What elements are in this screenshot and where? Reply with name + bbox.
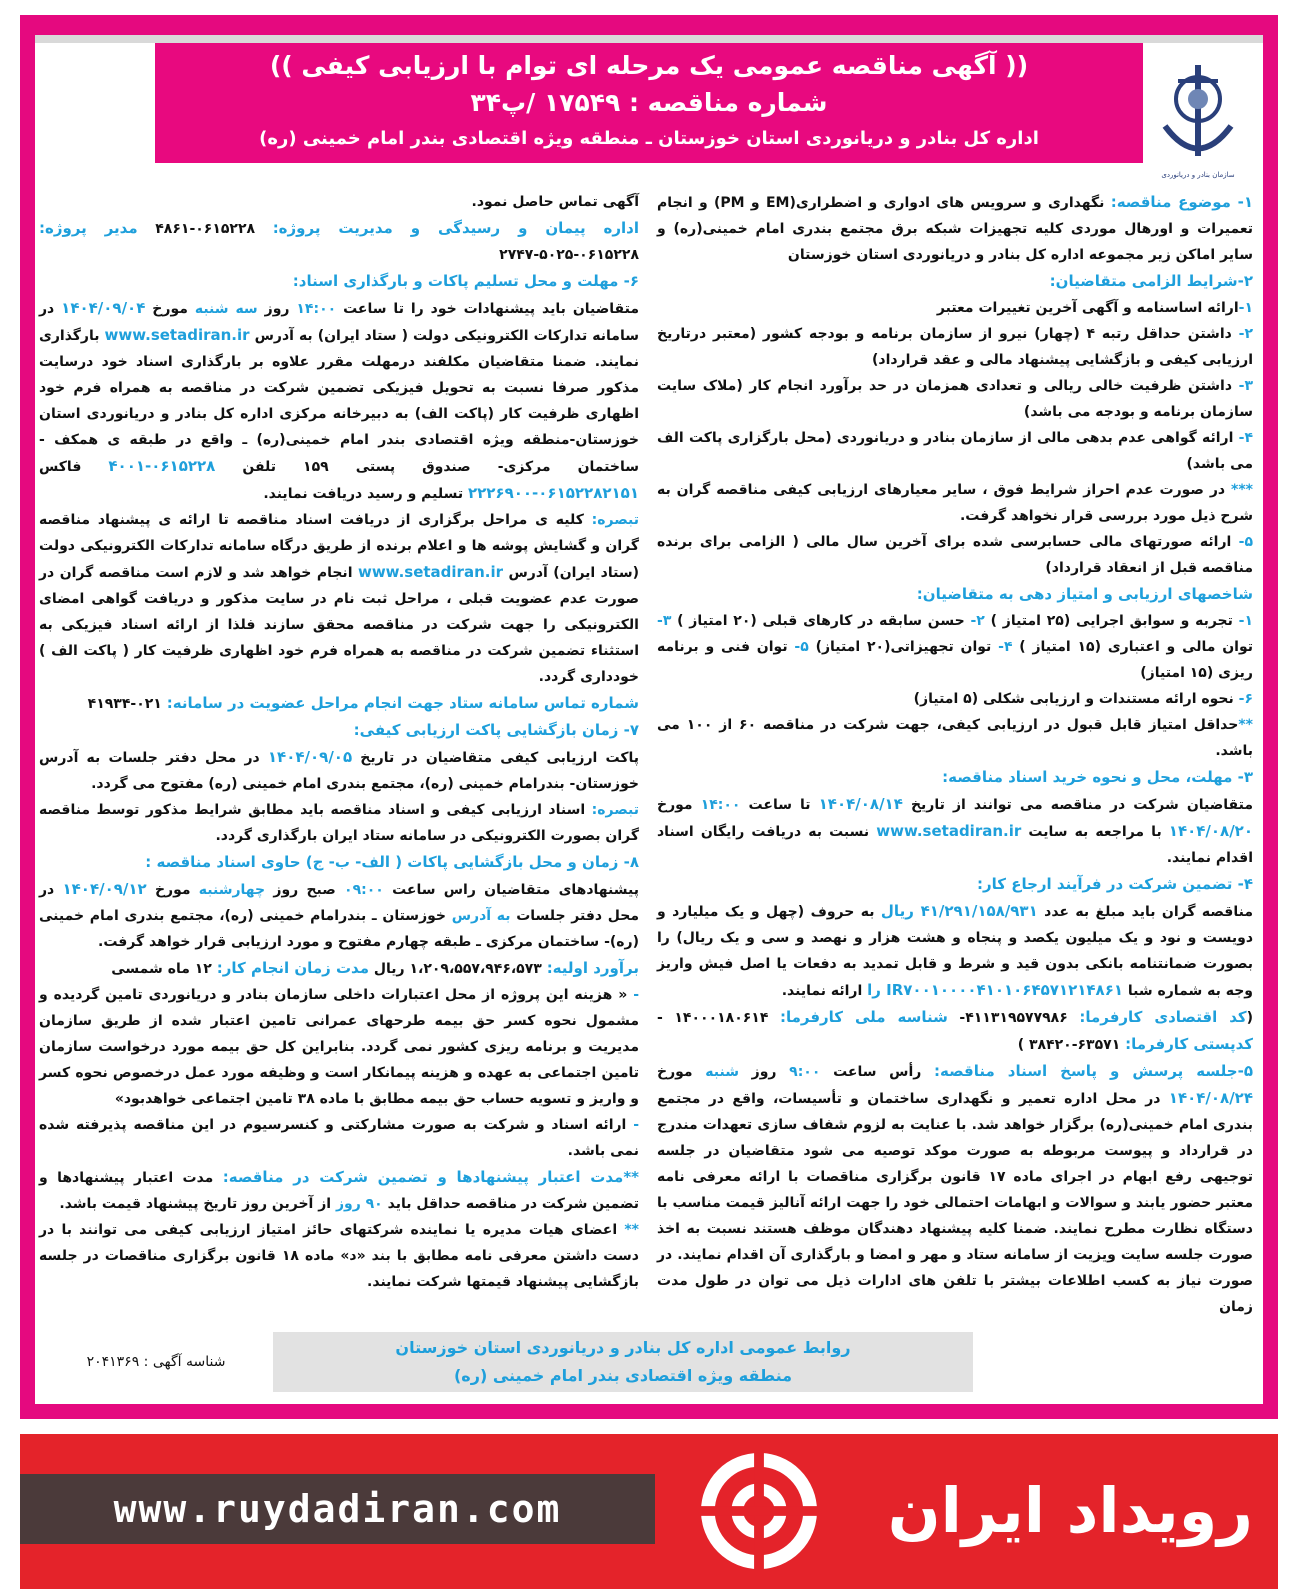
ruydad-iran-logo-icon: [700, 1452, 818, 1570]
body-text: فاکس: [39, 459, 109, 475]
paragraph: [39, 295, 639, 507]
paragraph: [39, 744, 639, 797]
logo-block: [1143, 43, 1253, 179]
highlighted-text: سه شنبه: [194, 301, 258, 317]
highlighted-text: -: [633, 987, 639, 1003]
highlighted-text: ۸- زمان و محل بازگشایی پاکات ( الف- ب- ج) حاوی اسناد مناقصه :: [145, 853, 639, 871]
highlighted-text: شماره تماس سامانه ستاد جهت انجام مراحل عضویت در سامانه:: [166, 694, 639, 712]
highlighted-text: ۱۴۰۴/۰۹/۰۴: [61, 299, 146, 317]
body-text: صبح روز: [265, 882, 345, 898]
body-text: در محل دفتر جلسات: [39, 882, 640, 924]
paragraph: [657, 477, 1253, 529]
highlighted-text: ۴- تضمین شرکت در فرآیند ارجاع کار:: [977, 875, 1253, 893]
body-text: تسلیم و رسید دریافت نمایند.: [263, 486, 468, 502]
body-text: مورخ: [146, 882, 199, 898]
highlighted-text: چهارشنبه: [198, 882, 266, 898]
paragraph: [657, 1058, 1253, 1320]
paragraph: [39, 955, 639, 982]
highlighted-text: ۲-شرایط الزامی متقاضیان:: [1049, 272, 1253, 290]
notice-footer: [39, 1332, 1253, 1392]
body-text: اعضای هیات مدیره یا نماینده شرکتهای حائز امتیاز ارزیابی کیفی می توانند با در دست داشتن معرفی نامه مطابق با بند «د» ماده ۱۸ قانون برگزاری مناقصات در جلسه بازگشایی پیشنهاد قیمتها شرکت نمایند.: [39, 1222, 639, 1290]
body-text: ارائه نمایند.: [781, 983, 868, 999]
highlighted-text: کدپستی کارفرما:: [1125, 1035, 1253, 1053]
highlighted-text: ۱۴۰۴/۰۸/۲۴: [1168, 1089, 1253, 1107]
body-text: پیشنهادهای متقاضیان راس ساعت: [383, 882, 639, 898]
highlighted-text: اداره پیمان و رسیدگی و مدیریت پروژه:: [272, 219, 640, 237]
paragraph: [39, 215, 639, 268]
body-text: روز: [738, 1064, 790, 1080]
highlighted-text: ۱-: [1238, 613, 1254, 629]
body-text: اسناد ارزیابی کیفی و اسناد مناقصه باید مطابق شرایط مذکور توسط مناقصه گران بصورت الکترونیکی در سامانه ستاد ایران بارگذاری گردد.: [39, 802, 639, 844]
highlighted-text: ۱۴:۰۰: [700, 797, 741, 813]
paragraph: [39, 1112, 639, 1164]
paragraph: [39, 1164, 639, 1217]
right-column: [657, 189, 1253, 1320]
paragraph: [39, 690, 639, 717]
highlighted-text: شنبه: [705, 1064, 739, 1080]
highlighted-text: شناسه ملی کارفرما:: [779, 1008, 948, 1026]
highlighted-text[interactable]: www.setadiran.ir: [357, 563, 503, 581]
body-text: ارائه اساسنامه و آگهی آخرین تغییرات معتبر: [936, 300, 1239, 316]
body-text: مورخ: [657, 1064, 706, 1080]
paragraph: [39, 1217, 639, 1295]
paragraph: [657, 608, 1253, 686]
left-column: [39, 189, 639, 1320]
highlighted-text: ۱۴۰۴/۰۸/۲۰: [1168, 822, 1253, 840]
body-text: خوزستان ـ بندرامام خمینی (ره)، مجتمع بندری امام خمینی (ره)- ساختمان مرکزی ـ طبقه چهارم مفتوح و مورد ارزیابی قرار خواهد گرفت.: [39, 908, 639, 950]
highlighted-text: ۳- مهلت، محل و نحوه خرید اسناد مناقصه:: [942, 768, 1253, 786]
highlighted-text: ۱۴:۰۰: [296, 301, 337, 317]
paragraph: [657, 791, 1253, 871]
highlighted-text: مدت زمان انجام کار:: [216, 959, 369, 977]
body-text: رأس ساعت: [820, 1064, 935, 1080]
body-text: ارائه اسناد و شرکت به صورت مشارکتی و کنسرسیوم در این مناقصه پذیرفته شده نمی باشد.: [39, 1117, 639, 1159]
body-text: توان تجهیزاتی(۲۰ امتیاز): [808, 639, 999, 655]
paragraph: [39, 797, 639, 849]
notice-frame: [20, 15, 1278, 1419]
highlighted-text: ۴-: [998, 639, 1013, 655]
highlighted-text: کد اقتصادی کارفرما:: [1079, 1008, 1247, 1026]
body-text: توان مالی و اعتباری (۱۵ امتیاز ): [1012, 639, 1254, 655]
body-text: نحوه ارائه مستندات و ارزیابی شکلی (۵ امتیاز): [913, 691, 1239, 707]
ports-organization-anchor-logo: [1153, 61, 1243, 171]
paragraph: [657, 321, 1253, 373]
body-text: تا ساعت: [740, 797, 819, 813]
highlighted-text: ۵-: [794, 639, 809, 655]
highlighted-text: مدیر پروژه:: [39, 219, 138, 237]
highlighted-text: **: [1238, 717, 1253, 733]
body-text: مورخ: [657, 797, 701, 813]
public-relations-signature: [273, 1332, 973, 1392]
body-text: مورخ: [145, 301, 195, 317]
paragraph: [657, 189, 1253, 268]
brand-name: رویداد ایران: [887, 1474, 1253, 1547]
paragraph: [657, 871, 1253, 898]
body-text: داشتن حداقل رتبه ۴ (چهار) نیرو از سازمان برنامه و بودجه کشور (معتبر درتاریخ ارزیابی کیفی و بازگشایی پیشنهاد مالی و عقد قرارداد): [657, 326, 1253, 368]
highlighted-text: به آدرس: [451, 908, 511, 924]
highlighted-text: ۲-: [1238, 326, 1253, 342]
body-text: ۶۳۵۷۱-۳۸۴۲۰ ): [1017, 1037, 1126, 1053]
body-text: مناقصه گران باید مبلغ به عدد: [1037, 904, 1253, 920]
body-text: در صورت عدم احراز شرایط فوق ، سایر معیارهای ارزیابی کیفی مناقصه گران به شرح ذیل مورد بررسی قرار نخواهد گرفت.: [657, 482, 1253, 524]
highlighted-text: ۴۱/۲۹۱/۱۵۸/۹۳۱ ریال: [880, 902, 1038, 920]
body-text: از آخرین روز تاریخ پیشنهاد قیمت باشد.: [59, 1196, 336, 1212]
highlighted-text: ۹۰ روز: [335, 1196, 383, 1212]
body-text: بارگذاری نمایند. ضمنا متقاضیان مکلفند درمهلت مقرر علاوه بر بارگذاری اسناد خود درسایت مذکور صرفا نسبت به تحویل فیزیکی تضمین شرکت در مناقصه به همراه فرم خود اظهاری ظرفیت کار (پاکت الف) به دبیرخانه مرکزی اداره کل بنادر و دریانوردی استان خوزستان-منطقه ویژه اقتصادی بندر امام خمینی(ره) ـ واقع در طبقه ی همکف - ساختمان مرکزی- صندوق پستی ۱۵۹ تلفن: [39, 328, 640, 475]
paragraph: [657, 425, 1253, 477]
body-text: ۰۶۱۵۲۲۸-۵۰۲۵-۲۷۴۷: [499, 247, 639, 263]
highlighted-text: **: [624, 1222, 639, 1238]
body-text: توان فنی و برنامه ریزی (۱۵ امتیاز): [657, 639, 1253, 681]
highlighted-text: ۶-: [1238, 691, 1253, 707]
body-text: با مراجعه به سایت: [1021, 824, 1169, 840]
logo-caption: سازمان بنادر و دریانوردی: [1161, 171, 1235, 179]
body-text: ارائه صورتهای مالی حسابرسی شده برای آخرین سال مالی ( الزامی برای برنده مناقصه قبل از انعقاد قرارداد): [657, 534, 1253, 576]
paragraph: [39, 982, 639, 1112]
highlighted-text: ۶- مهلت و محل تسلیم پاکات و بارگذاری اسناد:: [292, 272, 639, 290]
highlighted-text: ***: [1231, 482, 1253, 498]
highlighted-text: ۵-جلسه پرسش و پاسخ اسناد مناقصه:: [934, 1062, 1253, 1080]
highlighted-text: ۱- موضوع مناقصه:: [1110, 193, 1254, 211]
paragraph: [657, 712, 1253, 764]
organization-name: اداره کل بنادر و دریانوردی استان خوزستان ـ منطقه ویژه اقتصادی بندر امام خمینی (ره): [259, 128, 1039, 149]
body-text: تجربه و سوابق اجرایی (۲۵ امتیاز ): [984, 613, 1239, 629]
paragraph: [657, 529, 1253, 581]
pr-line-1: روابط عمومی اداره کل بنادر و دریانوردی استان خوزستان: [395, 1338, 851, 1357]
body-text: متقاضیان شرکت در مناقصه می توانند از تاریخ: [902, 797, 1254, 813]
body-text: ۰۶۱۵۲۲۸-۴۸۶۱: [137, 221, 273, 237]
highlighted-text[interactable]: www.setadiran.ir: [876, 822, 1022, 840]
body-text: ۴۱۱۳۱۹۵۷۷۹۸۶-: [947, 1010, 1080, 1026]
highlighted-text: تبصره:: [591, 802, 639, 818]
body-text: مدت اعتبار پیشنهادها و تضمین شرکت در مناقصه حداقل باید: [39, 1170, 639, 1212]
notice-header: [155, 43, 1143, 163]
highlighted-text: شاخصهای ارزیابی و امتیاز دهی به متقاضیان:: [916, 585, 1253, 603]
body-text: نسبت به دریافت رایگان اسناد اقدام نمایند.: [657, 824, 1253, 866]
body-text: ۱۲ ماه شمسی: [111, 961, 217, 977]
body-text: به حروف (چهل و یک میلیارد و دویست و نود و یک میلیون یکصد و پنجاه و هشت هزار و نهصد و سی و یک ریال) را بصورت ضمانتنامه بانکی بدون قید و شرط و قابل تمدید به دفعات یا اصل فیش واریز وجه به شماره شبا: [657, 904, 1253, 999]
body-text: انجام خواهد شد و لازم است مناقصه گران در صورت عدم عضویت قبلی ، مراحل ثبت نام در سایت مذکور و دریافت گواهی امضای الکترونیکی را جهت شرکت در مناقصه محقق سازند فلذا از ارائه اسناد فیزیکی به استثناء تضمین شرکت در مناقصه به همراه فرم خود اظهاری ظرفیت کار ( پاکت الف ) خودداری گردد.: [39, 565, 639, 685]
highlighted-text: IR۷۰۰۱۰۰۰۰۴۱۰۱۰۶۴۵۷۱۲۱۴۸۶۱ را: [867, 981, 1123, 999]
columns: [39, 189, 1253, 1320]
notice-body: [35, 35, 1263, 1404]
paragraph: [657, 268, 1253, 295]
highlighted-text: ۷- زمان بازگشایی پاکت ارزیابی کیفی:: [353, 721, 639, 739]
highlighted-text: ۹:۰۰: [789, 1064, 821, 1080]
body-text: روز: [257, 301, 297, 317]
highlighted-text: ۱۴۰۴/۰۸/۱۴: [818, 795, 903, 813]
body-text: در محل اداره تعمیر و نگهداری ساختمان و تأسیسات، واقع در مجتمع بندری امام خمینی(ره) برگزار خواهد شد. با عنایت به لزوم شفاف سازی تعهدات مندرج در قرارداد و پیوست مربوطه به صورت موکد توصیه می شود متقاضیان در جلسه توجیهی رفع ابهام در اجرای ماده ۱۷ قانون برگزاری مناقصات با ارائه معرفی نامه معتبر حضور یابند و سوالات و ابهامات احتمالی خود را جهت ارائه آنالیز قیمت مناسب با دستگاه نظارت مطرح نمایند. ضمنا کلیه پیشنهاد دهندگان موظف هستند نسبت به اخذ صورت جلسه سایت ویزیت از سامانه ستاد و مهر و امضا و بارگذاری آن اقدام نمایند. در صورت نیاز به کسب اطلاعات بیشتر با تلفن های ادارات ذیل می توان در طول مدت زمان: [657, 1091, 1253, 1315]
body-text: « هزینه این پروژه از محل اعتبارات داخلی سازمان بنادر و دریانوردی تامین گردیده و مشمول نحوه کسر حق بیمه طرحهای عمرانی تامین اعتبار شده از طریق سازمان مدیریت و برنامه ریزی کشور نمی گردد. بنابراین کل حق بیمه مورد درخواست سازمان تامین اجتماعی به عهده و هزینه پیمانکار است و وظیفه مورد عمل درخصوص نحوه کسر و واریز و تسویه حساب حق بیمه مطابق با ماده ۳۸ تامین اجتماعی خواهدبود»: [39, 987, 639, 1107]
paragraph: [657, 1004, 1253, 1058]
body-text: در سامانه تدارکات الکترونیکی دولت ( ستاد ایران) به آدرس: [39, 301, 639, 344]
body-text: پاکت ارزیابی کیفی متقاضیان در تاریخ: [352, 750, 639, 766]
highlighted-text: ۱۴۰۴/۰۹/۱۲: [62, 880, 147, 898]
highlighted-text: ۲-: [970, 613, 985, 629]
highlighted-text: ۰۹:۰۰: [344, 882, 384, 898]
website-url[interactable]: www.ruydadiran.com: [20, 1474, 655, 1544]
body-text: ۱،۲۰۹،۵۵۷،۹۴۶،۵۷۳ ریال: [368, 961, 547, 977]
pr-line-2: منطقه ویژه اقتصادی بندر امام خمینی (ره): [453, 1366, 793, 1385]
body-text: (: [1246, 1010, 1253, 1026]
paragraph: [39, 717, 639, 744]
paragraph: [39, 849, 639, 876]
ad-id: شناسه آگهی : ۲۰۴۱۳۶۹: [86, 1354, 226, 1370]
paragraph: [39, 189, 639, 215]
body-text: ۱۴۰۰۰۱۸۰۶۱۴ -: [657, 1010, 780, 1026]
highlighted-text: ۳-: [657, 613, 672, 629]
paragraph: [657, 898, 1253, 1004]
paragraph: [657, 295, 1253, 321]
paragraph: [657, 373, 1253, 425]
body-text: کلیه ی مراحل برگزاری از دریافت اسناد مناقصه تا ارائه ی پیشنهاد مناقصه گران و گشایش پوشه ها و اعلام برنده از طریق درگاه سامانه تدارکات الکترونیکی دولت (ستاد ایران) آدرس: [39, 512, 639, 581]
body-text: حداقل امتیاز قابل قبول در ارزیابی کیفی، جهت شرکت در مناقصه ۶۰ از ۱۰۰ می باشد.: [657, 717, 1253, 759]
highlighted-text: ۱-: [1238, 300, 1253, 316]
body-text: ۰۲۱-۴۱۹۳۴: [87, 696, 167, 712]
highlighted-text: برآورد اولیه:: [546, 959, 639, 977]
paragraph: [39, 507, 639, 690]
highlighted-text: ۴-: [1238, 430, 1253, 446]
highlighted-text: ۰۶۱۵۲۲۸-۴۰۰۱: [108, 457, 216, 475]
body-text: در محل دفتر جلسات به آدرس خوزستان- بندرامام خمینی (ره)، مجتمع بندری امام خمینی (ره) مفتوح می گردد.: [39, 750, 639, 792]
body-text: متقاضیان باید پیشنهادات خود را تا ساعت: [336, 301, 639, 317]
tender-number: شماره مناقصه : ۱۷۵۴۹ /پ۳۴: [470, 88, 828, 117]
paragraph: [39, 268, 639, 295]
body-text: آگهی تماس حاصل نمود.: [471, 194, 639, 210]
paragraph: [657, 581, 1253, 608]
ruydad-iran-banner: [20, 1434, 1278, 1589]
highlighted-text: ۵-: [1238, 534, 1253, 550]
notice-title: (( آگهی مناقصه عمومی یک مرحله ای توام با ارزیابی کیفی )): [269, 51, 1029, 80]
highlighted-text: تبصره:: [591, 512, 639, 528]
highlighted-text: **مدت اعتبار پیشنهادها و تضمین شرکت در مناقصه:: [222, 1168, 640, 1186]
paragraph: [657, 686, 1253, 712]
paragraph: [657, 764, 1253, 791]
body-text: ارائه گواهی عدم بدهی مالی از سازمان بنادر و دریانوردی (محل بارگزاری پاکت الف می باشد): [657, 430, 1253, 472]
paragraph: [39, 876, 639, 955]
body-text: داشتن ظرفیت خالی ریالی و تعدادی همزمان در حد برآورد انجام کار (ملاک سایت سازمان برنامه و بودجه می باشد): [657, 378, 1253, 420]
highlighted-text: -: [633, 1117, 639, 1133]
body-text: نگهداری و سرویس های ادواری و اضطراری(EM و PM) و انجام تعمیرات و اورهال موردی کلیه تجهیزات شبکه برق مجتمع بندری امام خمینی(ره) و سایر اماکن زیر مجموعه اداره کل بنادر و دریانوردی استان خوزستان: [657, 195, 1253, 263]
highlighted-text[interactable]: www.setadiran.ir: [104, 326, 250, 344]
highlighted-text: ۰۶۱۵۲۲۸۲۱۵۱-۲۲۲۶۹۰۰: [467, 484, 639, 502]
notice-top: [39, 43, 1253, 179]
highlighted-text: ۱۴۰۴/۰۹/۰۵: [267, 748, 353, 766]
highlighted-text: ۳-: [1238, 378, 1253, 394]
body-text: حسن سابقه در کارهای قبلی (۲۰ امتیاز ): [671, 613, 971, 629]
